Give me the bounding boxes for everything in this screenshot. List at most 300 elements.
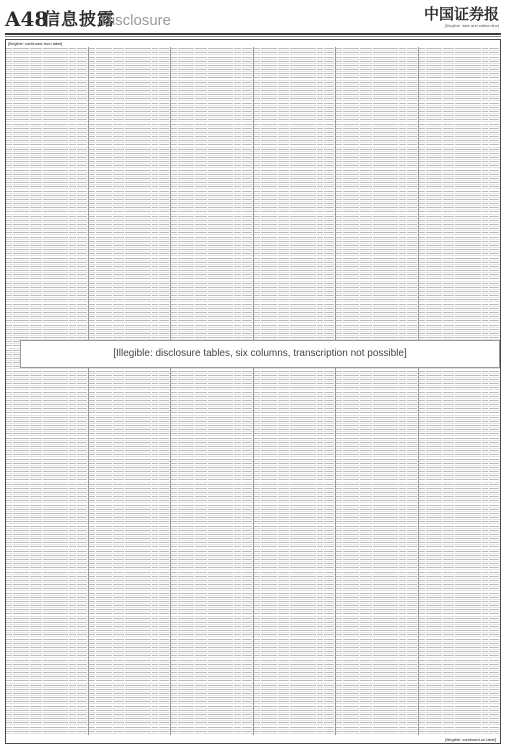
table-cell-illegible xyxy=(30,299,41,300)
table-cell-illegible xyxy=(159,563,169,564)
table-cell-illegible xyxy=(278,270,289,271)
table-cell-illegible xyxy=(159,714,169,715)
table-cell-illegible xyxy=(242,731,252,732)
table-cell-illegible xyxy=(254,232,260,233)
table-cell-illegible xyxy=(290,329,316,330)
table-cell-illegible xyxy=(159,291,169,292)
table-cell-illegible xyxy=(178,375,194,376)
table-cell-illegible xyxy=(208,588,234,589)
table-cell-illegible xyxy=(159,676,169,677)
table-cell-illegible xyxy=(13,295,29,296)
table-cell-illegible xyxy=(69,605,75,606)
table-cell-illegible xyxy=(152,52,158,53)
table-cell-illegible xyxy=(195,304,206,305)
table-cell-illegible xyxy=(278,153,289,154)
table-cell-illegible xyxy=(254,52,260,53)
table-cell-illegible xyxy=(195,48,206,49)
table-cell-illegible xyxy=(242,685,252,686)
table-cell-illegible xyxy=(77,626,87,627)
table-cell-illegible xyxy=(159,77,169,78)
table-cell-illegible xyxy=(195,576,206,577)
table-cell-illegible xyxy=(89,630,95,631)
table-cell-illegible xyxy=(171,412,177,413)
table-cell-illegible xyxy=(254,191,260,192)
table-cell-illegible xyxy=(69,170,75,171)
table-cell-illegible xyxy=(152,412,158,413)
table-cell-illegible xyxy=(178,270,194,271)
table-cell-illegible xyxy=(208,655,234,656)
table-cell-illegible xyxy=(77,630,87,631)
table-cell-illegible xyxy=(152,111,158,112)
table-cell-illegible xyxy=(159,505,169,506)
table-cell-illegible xyxy=(242,195,252,196)
table-cell-illegible xyxy=(261,157,277,158)
table-cell-illegible xyxy=(242,438,252,439)
table-cell-illegible xyxy=(234,119,240,120)
table-cell-illegible xyxy=(77,199,87,200)
table-cell-illegible xyxy=(69,555,75,556)
table-cell-illegible xyxy=(96,400,112,401)
table-cell-illegible xyxy=(159,90,169,91)
table-cell-illegible xyxy=(6,337,12,338)
table-cell-illegible xyxy=(30,245,41,246)
table-cell-illegible xyxy=(96,492,112,493)
table-cell-illegible xyxy=(159,283,169,284)
table-cell-illegible xyxy=(324,191,334,192)
table-cell-illegible xyxy=(89,90,95,91)
table-cell-illegible xyxy=(152,57,158,58)
table-cell-illegible xyxy=(89,103,95,104)
table-cell-illegible xyxy=(43,211,69,212)
table-cell-illegible xyxy=(152,241,158,242)
table-cell-illegible xyxy=(317,61,323,62)
table-cell-illegible xyxy=(30,463,41,464)
table-cell-illegible xyxy=(89,534,95,535)
table-cell-illegible xyxy=(195,241,206,242)
table-cell-illegible xyxy=(324,291,334,292)
table-cell-illegible xyxy=(89,262,95,263)
table-cell-illegible xyxy=(234,132,240,133)
table-cell-illegible xyxy=(43,73,69,74)
table-cell-illegible xyxy=(152,542,158,543)
table-cell-illegible xyxy=(89,69,95,70)
table-cell-illegible xyxy=(159,727,169,728)
table-cell-illegible xyxy=(89,291,95,292)
table-cell-illegible xyxy=(152,492,158,493)
table-cell-illegible xyxy=(208,496,234,497)
table-cell-illegible xyxy=(13,266,29,267)
table-cell-illegible xyxy=(261,199,277,200)
table-cell-illegible xyxy=(96,103,112,104)
table-cell-illegible xyxy=(234,542,240,543)
table-cell-illegible xyxy=(96,161,112,162)
table-cell-illegible xyxy=(290,258,316,259)
table-cell-illegible xyxy=(159,316,169,317)
table-cell-illegible xyxy=(125,408,151,409)
table-cell-illegible xyxy=(6,500,12,501)
table-cell-illegible xyxy=(152,203,158,204)
table-cell-illegible xyxy=(234,521,240,522)
table-cell-illegible xyxy=(113,517,124,518)
table-cell-illegible xyxy=(43,710,69,711)
table-cell-illegible xyxy=(69,144,75,145)
table-cell-illegible xyxy=(234,588,240,589)
table-cell-illegible xyxy=(195,119,206,120)
table-cell-illegible xyxy=(13,308,29,309)
table-cell-illegible xyxy=(159,383,169,384)
table-cell-illegible xyxy=(96,601,112,602)
table-cell-illegible xyxy=(13,534,29,535)
table-cell-illegible xyxy=(89,115,95,116)
table-cell-illegible xyxy=(13,714,29,715)
table-cell-illegible xyxy=(234,634,240,635)
table-cell-illegible xyxy=(171,124,177,125)
table-cell-illegible xyxy=(43,496,69,497)
table-cell-illegible xyxy=(178,580,194,581)
table-cell-illegible xyxy=(13,446,29,447)
table-cell-illegible xyxy=(324,165,334,166)
table-cell-illegible xyxy=(69,693,75,694)
table-cell-illegible xyxy=(242,714,252,715)
table-cell-illegible xyxy=(43,505,69,506)
table-cell-illegible xyxy=(69,433,75,434)
table-cell-illegible xyxy=(96,689,112,690)
table-cell-illegible xyxy=(261,182,277,183)
table-cell-illegible xyxy=(242,651,252,652)
table-cell-illegible xyxy=(13,727,29,728)
table-cell-illegible xyxy=(152,484,158,485)
table-cell-illegible xyxy=(96,224,112,225)
table-cell-illegible xyxy=(6,693,12,694)
table-cell-illegible xyxy=(234,262,240,263)
table-cell-illegible xyxy=(234,320,240,321)
table-cell-illegible xyxy=(13,165,29,166)
table-cell-illegible xyxy=(152,546,158,547)
table-cell-illegible xyxy=(113,693,124,694)
table-cell-illegible xyxy=(278,228,289,229)
table-cell-illegible xyxy=(30,421,41,422)
table-cell-illegible xyxy=(89,672,95,673)
table-cell-illegible xyxy=(261,203,277,204)
table-cell-illegible xyxy=(125,312,151,313)
table-cell-illegible xyxy=(152,329,158,330)
table-cell-illegible xyxy=(152,588,158,589)
table-cell-illegible xyxy=(89,718,95,719)
table-cell-illegible xyxy=(171,237,177,238)
table-cell-illegible xyxy=(30,576,41,577)
table-cell-illegible xyxy=(317,144,323,145)
table-cell-illegible xyxy=(77,61,87,62)
table-cell-illegible xyxy=(324,77,334,78)
table-cell-illegible xyxy=(13,660,29,661)
table-cell-illegible xyxy=(152,199,158,200)
table-cell-illegible xyxy=(242,605,252,606)
table-cell-illegible xyxy=(254,182,260,183)
table-cell-illegible xyxy=(113,618,124,619)
table-cell-illegible xyxy=(178,140,194,141)
table-cell-illegible xyxy=(30,668,41,669)
table-cell-illegible xyxy=(178,52,194,53)
table-cell-illegible xyxy=(242,680,252,681)
table-cell-illegible xyxy=(30,484,41,485)
table-cell-illegible xyxy=(96,534,112,535)
table-cell-illegible xyxy=(69,119,75,120)
table-cell-illegible xyxy=(13,161,29,162)
table-cell-illegible xyxy=(178,278,194,279)
table-cell-illegible xyxy=(324,98,334,99)
table-cell-illegible xyxy=(159,103,169,104)
table-cell-illegible xyxy=(234,136,240,137)
table-cell-illegible xyxy=(13,693,29,694)
table-cell-illegible xyxy=(178,249,194,250)
table-cell-illegible xyxy=(13,626,29,627)
table-cell-illegible xyxy=(89,555,95,556)
table-cell-illegible xyxy=(6,664,12,665)
table-cell-illegible xyxy=(125,232,151,233)
table-cell-illegible xyxy=(69,559,75,560)
table-cell-illegible xyxy=(208,86,234,87)
table-cell-illegible xyxy=(234,526,240,527)
table-cell-illegible xyxy=(43,584,69,585)
table-cell-illegible xyxy=(261,320,277,321)
table-cell-illegible xyxy=(261,57,277,58)
table-cell-illegible xyxy=(178,630,194,631)
table-cell-illegible xyxy=(159,576,169,577)
table-cell-illegible xyxy=(113,270,124,271)
table-cell-illegible xyxy=(159,241,169,242)
table-cell-illegible xyxy=(234,258,240,259)
table-cell-illegible xyxy=(43,178,69,179)
table-cell-illegible xyxy=(152,73,158,74)
table-cell-illegible xyxy=(159,626,169,627)
table-cell-illegible xyxy=(234,538,240,539)
table-cell-illegible xyxy=(152,61,158,62)
table-cell-illegible xyxy=(13,132,29,133)
table-cell-illegible xyxy=(171,48,177,49)
table-cell-illegible xyxy=(6,211,12,212)
table-cell-illegible xyxy=(178,450,194,451)
table-cell-illegible xyxy=(43,316,69,317)
table-cell-illegible xyxy=(159,429,169,430)
table-cell-illegible xyxy=(77,526,87,527)
table-cell-illegible xyxy=(242,337,252,338)
table-cell-illegible xyxy=(13,144,29,145)
table-cell-illegible xyxy=(13,601,29,602)
table-cell-illegible xyxy=(234,98,240,99)
table-cell-illegible xyxy=(125,563,151,564)
table-cell-illegible xyxy=(113,387,124,388)
table-cell-illegible xyxy=(208,605,234,606)
table-cell-illegible xyxy=(234,446,240,447)
table-cell-illegible xyxy=(171,685,177,686)
table-cell-illegible xyxy=(152,174,158,175)
table-cell-illegible xyxy=(125,211,151,212)
table-cell-illegible xyxy=(113,170,124,171)
table-cell-illegible xyxy=(195,392,206,393)
table-cell-illegible xyxy=(13,676,29,677)
table-cell-illegible xyxy=(171,174,177,175)
table-cell-illegible xyxy=(113,551,124,552)
table-cell-illegible xyxy=(152,706,158,707)
table-cell-illegible xyxy=(242,266,252,267)
table-cell-illegible xyxy=(152,555,158,556)
table-cell-illegible xyxy=(89,304,95,305)
table-cell-illegible xyxy=(69,660,75,661)
table-cell-illegible xyxy=(77,237,87,238)
table-cell-illegible xyxy=(113,597,124,598)
table-cell-illegible xyxy=(324,195,334,196)
table-cell-illegible xyxy=(178,132,194,133)
table-cell-illegible xyxy=(152,496,158,497)
table-cell-illegible xyxy=(195,534,206,535)
table-cell-illegible xyxy=(208,597,234,598)
table-cell-illegible xyxy=(113,228,124,229)
table-cell-illegible xyxy=(125,672,151,673)
table-cell-illegible xyxy=(96,65,112,66)
table-cell-illegible xyxy=(234,412,240,413)
table-cell-illegible xyxy=(178,513,194,514)
table-cell-illegible xyxy=(290,65,316,66)
table-cell-illegible xyxy=(113,124,124,125)
table-cell-illegible xyxy=(6,48,12,49)
table-cell-illegible xyxy=(195,262,206,263)
table-cell-illegible xyxy=(96,597,112,598)
table-cell-illegible xyxy=(171,291,177,292)
table-cell-illegible xyxy=(208,530,234,531)
table-cell-illegible xyxy=(234,685,240,686)
table-cell-illegible xyxy=(178,685,194,686)
table-cell-illegible xyxy=(30,375,41,376)
table-cell-illegible xyxy=(43,609,69,610)
table-cell-illegible xyxy=(30,538,41,539)
table-cell-illegible xyxy=(6,685,12,686)
table-cell-illegible xyxy=(152,333,158,334)
table-cell-illegible xyxy=(6,442,12,443)
table-cell-illegible xyxy=(195,651,206,652)
table-cell-illegible xyxy=(234,714,240,715)
table-cell-illegible xyxy=(195,165,206,166)
table-cell-illegible xyxy=(152,676,158,677)
table-cell-illegible xyxy=(96,337,112,338)
table-cell-illegible xyxy=(113,211,124,212)
table-cell-illegible xyxy=(77,392,87,393)
table-cell-illegible xyxy=(278,132,289,133)
table-cell-illegible xyxy=(96,433,112,434)
table-cell-illegible xyxy=(125,559,151,560)
table-cell-illegible xyxy=(317,274,323,275)
table-cell-illegible xyxy=(89,404,95,405)
table-cell-illegible xyxy=(195,157,206,158)
table-cell-illegible xyxy=(152,383,158,384)
table-cell-illegible xyxy=(30,697,41,698)
table-cell-illegible xyxy=(125,668,151,669)
table-cell-illegible xyxy=(195,232,206,233)
table-cell-illegible xyxy=(113,73,124,74)
table-cell-illegible xyxy=(208,400,234,401)
table-cell-illegible xyxy=(113,668,124,669)
table-cell-illegible xyxy=(178,693,194,694)
table-cell-illegible xyxy=(113,408,124,409)
table-cell-illegible xyxy=(261,262,277,263)
table-cell-illegible xyxy=(195,597,206,598)
table-cell-illegible xyxy=(13,618,29,619)
table-cell-illegible xyxy=(234,161,240,162)
table-cell-illegible xyxy=(208,727,234,728)
table-cell-illegible xyxy=(89,505,95,506)
table-cell-illegible xyxy=(43,329,69,330)
table-cell-illegible xyxy=(159,559,169,560)
table-cell-illegible xyxy=(208,647,234,648)
table-cell-illegible xyxy=(178,421,194,422)
table-cell-illegible xyxy=(89,57,95,58)
table-cell-illegible xyxy=(254,61,260,62)
table-cell-illegible xyxy=(234,228,240,229)
table-cell-illegible xyxy=(159,680,169,681)
table-cell-illegible xyxy=(125,195,151,196)
table-cell-illegible xyxy=(178,153,194,154)
table-cell-illegible xyxy=(69,149,75,150)
table-cell-illegible xyxy=(178,526,194,527)
table-cell-illegible xyxy=(261,170,277,171)
table-cell-illegible xyxy=(30,597,41,598)
table-cell-illegible xyxy=(113,626,124,627)
table-cell-illegible xyxy=(195,714,206,715)
table-cell-illegible xyxy=(6,345,12,346)
table-cell-illegible xyxy=(152,283,158,284)
table-cell-illegible xyxy=(125,605,151,606)
table-cell-illegible xyxy=(43,195,69,196)
table-cell-illegible xyxy=(30,660,41,661)
table-cell-illegible xyxy=(113,630,124,631)
table-cell-illegible xyxy=(6,199,12,200)
table-cell-illegible xyxy=(178,647,194,648)
table-cell-illegible xyxy=(13,530,29,531)
table-cell-illegible xyxy=(125,626,151,627)
table-cell-illegible xyxy=(242,718,252,719)
table-cell-illegible xyxy=(13,220,29,221)
table-cell-illegible xyxy=(30,479,41,480)
table-cell-illegible xyxy=(178,178,194,179)
table-cell-illegible xyxy=(13,463,29,464)
table-cell-illegible xyxy=(89,421,95,422)
table-cell-illegible xyxy=(69,421,75,422)
table-cell-illegible xyxy=(69,672,75,673)
table-cell-illegible xyxy=(234,563,240,564)
table-cell-illegible xyxy=(43,57,69,58)
table-cell-illegible xyxy=(317,77,323,78)
table-cell-illegible xyxy=(242,479,252,480)
table-cell-illegible xyxy=(178,57,194,58)
table-cell-illegible xyxy=(96,412,112,413)
table-cell-illegible xyxy=(77,706,87,707)
table-cell-illegible xyxy=(324,224,334,225)
table-cell-illegible xyxy=(69,714,75,715)
table-cell-illegible xyxy=(125,647,151,648)
table-cell-illegible xyxy=(254,274,260,275)
table-cell-illegible xyxy=(89,484,95,485)
table-cell-illegible xyxy=(234,94,240,95)
table-cell-illegible xyxy=(69,509,75,510)
table-cell-illegible xyxy=(254,57,260,58)
table-cell-illegible xyxy=(77,647,87,648)
table-cell-illegible xyxy=(242,82,252,83)
table-cell-illegible xyxy=(261,337,277,338)
table-cell-illegible xyxy=(43,69,69,70)
table-cell-illegible xyxy=(69,124,75,125)
table-cell-illegible xyxy=(195,496,206,497)
table-cell-illegible xyxy=(178,262,194,263)
table-cell-illegible xyxy=(171,203,177,204)
